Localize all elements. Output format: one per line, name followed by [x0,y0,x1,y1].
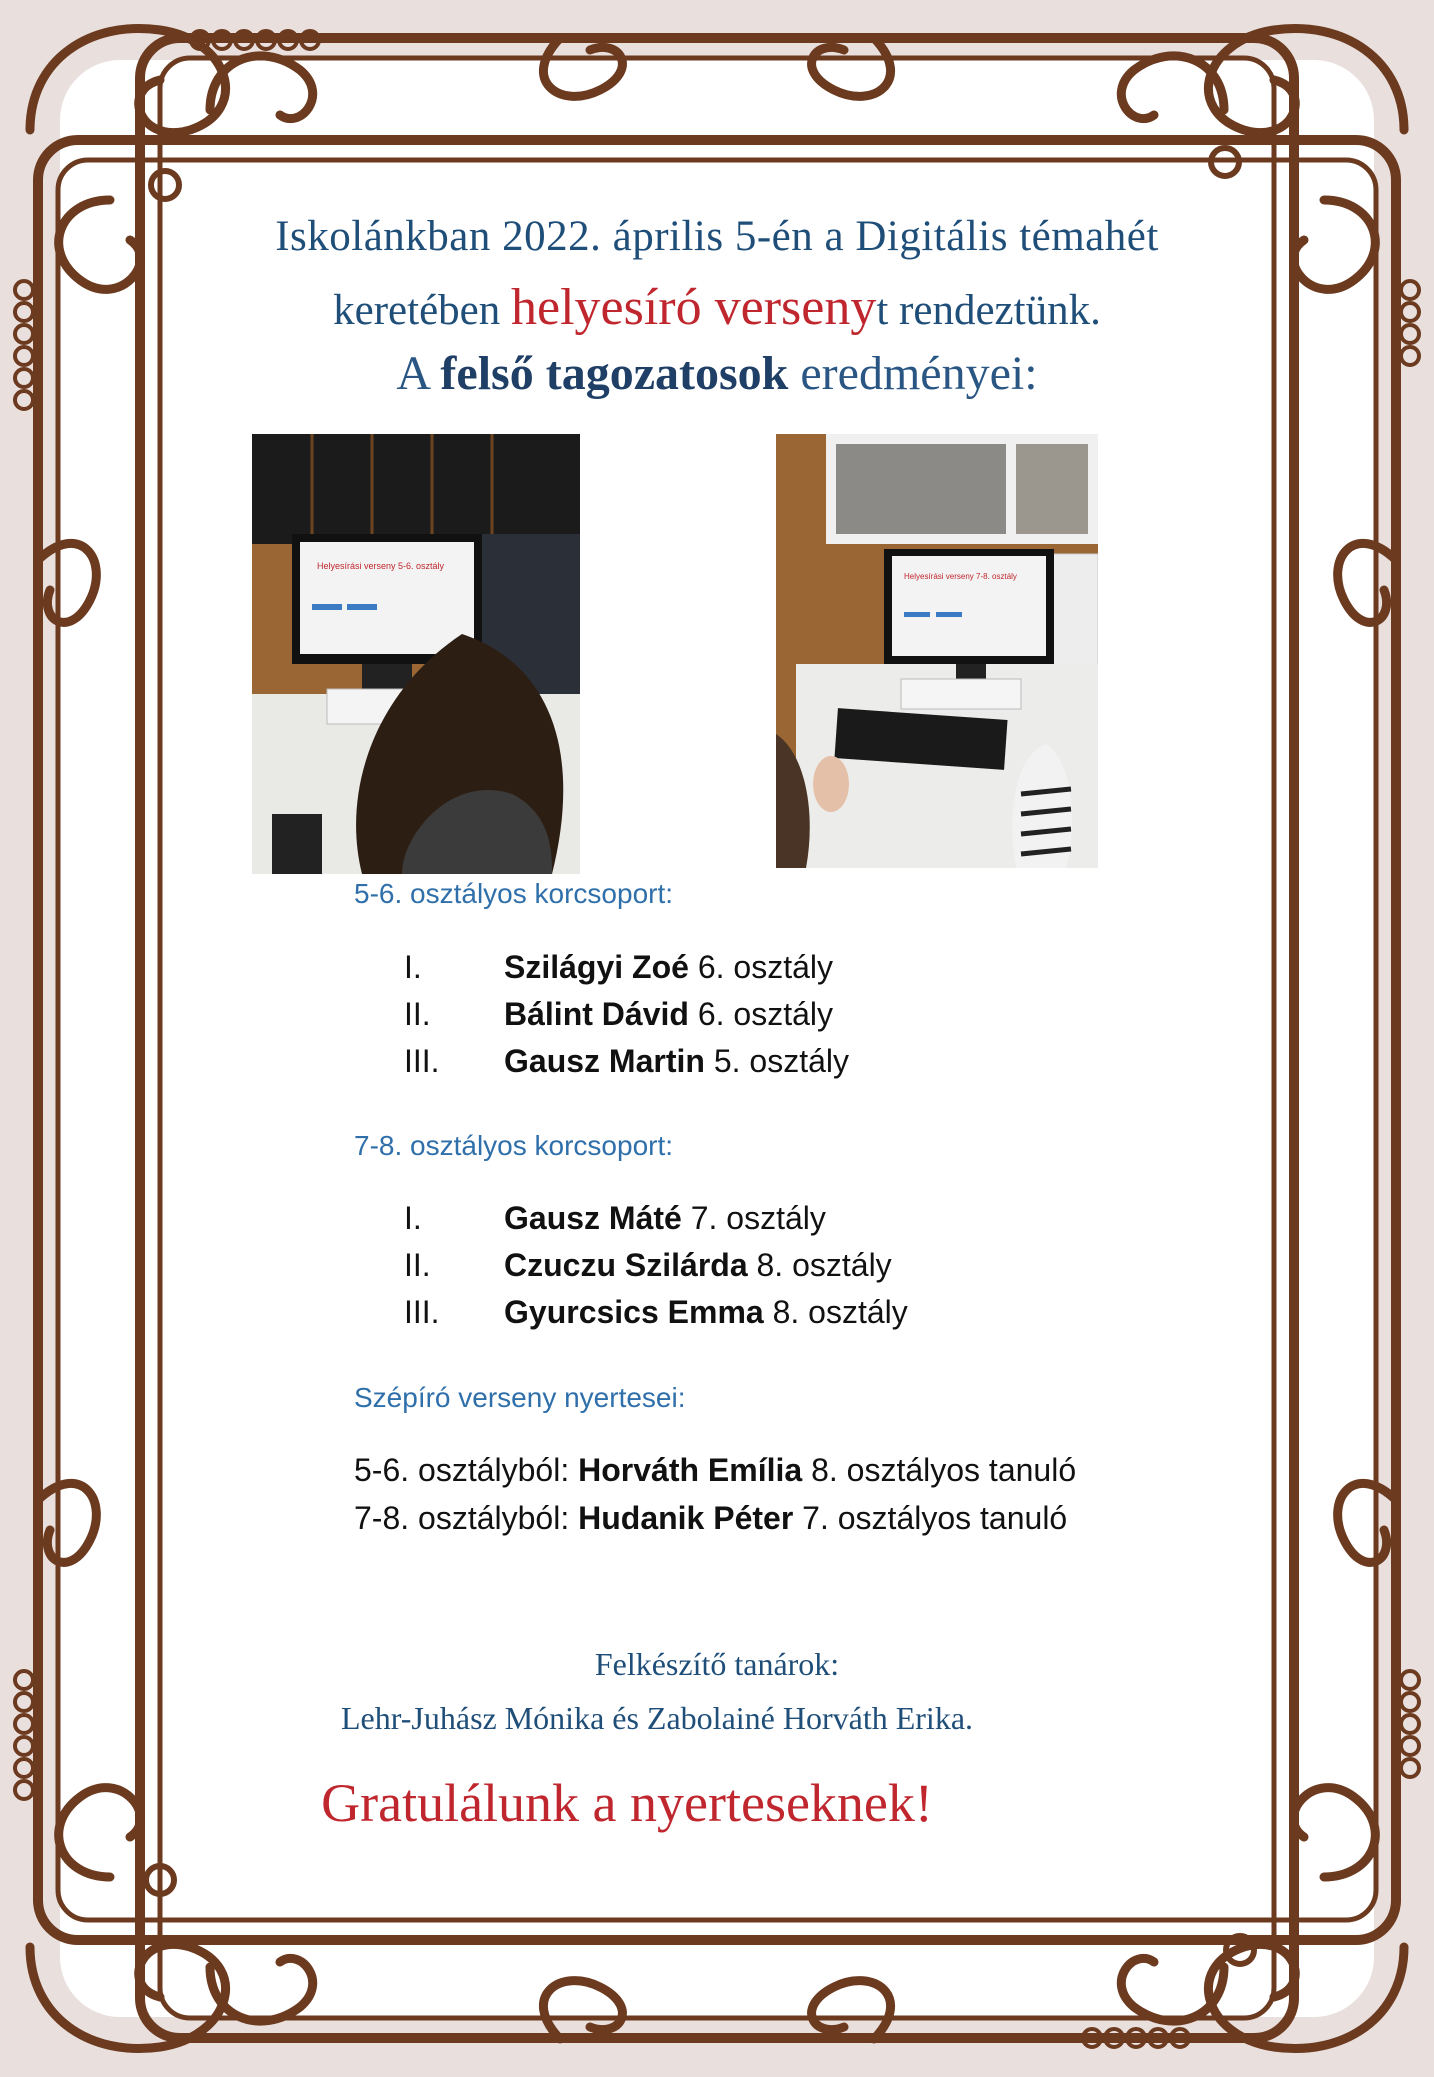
rank-number: I. [404,949,422,985]
teachers-label: Felkészítő tanárok: [594,1646,840,1682]
photo-student-left [252,434,580,874]
list-item [354,944,1254,991]
student-name: Gausz Máté [504,1200,682,1236]
results-list-7-8 [354,1195,1254,1336]
section-title-calligraphy: Szépíró verseny nyertesei: [354,1382,686,1413]
list-item [354,1446,1076,1494]
rank-number: III. [404,1294,440,1330]
student-class: 5. osztály [704,1043,849,1079]
winner-suffix: 8. osztályos tanuló [802,1452,1077,1488]
heading-line-2-pre: keretében [333,287,512,334]
list-item [354,1195,1254,1242]
student-class: 8. osztály [747,1247,892,1283]
congratulations-text: Gratulálunk a nyerteseknek! [321,1773,933,1833]
winner-name: Horváth Emília [578,1452,803,1488]
teachers-names: Lehr-Juhász Mónika és Zabolainé Horváth Erika. [340,1700,974,1736]
rank-number: II. [404,996,431,1032]
list-item [354,1494,1076,1542]
student-name: Szilágyi Zoé [504,949,689,985]
screen-text-right: Helyesírási verseny 7-8. osztály [904,572,1017,581]
winner-name: Hudanik Péter [578,1500,794,1536]
section-title-7-8: 7-8. osztályos korcsoport: [354,1130,674,1161]
list-item [354,991,1254,1038]
student-class: 6. osztály [688,996,833,1032]
section-title-5-6: 5-6. osztályos korcsoport: [354,878,674,909]
student-name: Czuczu Szilárda [504,1247,748,1283]
winner-suffix: 7. osztályos tanuló [793,1500,1068,1536]
heading-bold: felső tagozatosok [440,347,789,400]
list-item [354,1289,1254,1336]
student-name: Gyurcsics Emma [504,1294,764,1330]
heading-line-3-pre: A [396,347,441,400]
heading-line-3 [0,346,1434,401]
rank-number: II. [404,1247,431,1283]
heading-line-3-post: eredményei: [788,347,1038,400]
student-class: 8. osztály [763,1294,908,1330]
heading-line-2 [0,278,1434,337]
calligraphy-winners [354,1446,1076,1542]
list-item [354,1242,1254,1289]
student-name: Gausz Martin [504,1043,705,1079]
screen-text-left: Helyesírási verseny 5-6. osztály [317,561,445,571]
winner-prefix: 5-6. osztályból: [354,1452,579,1488]
student-name: Bálint Dávid [504,996,689,1032]
list-item [354,1038,1254,1085]
rank-number: III. [404,1043,440,1079]
rank-number: I. [404,1200,422,1236]
heading-line-1: Iskolánkban 2022. április 5-én a Digitális témahét [275,213,1159,260]
heading-line-2-post: t rendeztünk. [876,287,1101,334]
results-list-5-6 [354,944,1254,1085]
student-class: 6. osztály [688,949,833,985]
student-class: 7. osztály [681,1200,826,1236]
winner-prefix: 7-8. osztályból: [354,1500,579,1536]
heading-highlight: helyesíró verseny [511,279,877,336]
photo-student-right [776,434,1098,868]
